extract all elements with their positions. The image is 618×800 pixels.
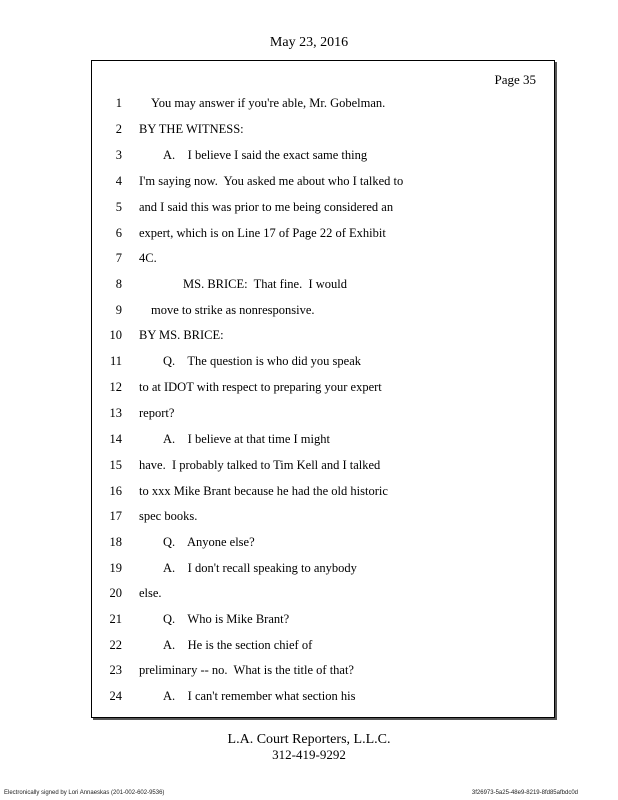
line-number: 17	[109, 509, 122, 523]
transcript-line: and I said this was prior to me being considered an	[139, 200, 394, 214]
transcript-page-box	[91, 60, 555, 718]
line-number: 22	[109, 638, 122, 652]
line-number: 7	[115, 251, 122, 265]
court-reporter-company: L.A. Court Reporters, L.L.C.	[227, 732, 391, 747]
transcript-line: A. I don't recall speaking to anybody	[163, 561, 357, 575]
line-number: 19	[109, 561, 122, 575]
line-number: 10	[109, 328, 122, 342]
transcript-line: A. I believe at that time I might	[163, 432, 330, 446]
line-number: 16	[109, 484, 122, 498]
transcript-line: Q. Who is Mike Brant?	[163, 612, 290, 626]
line-number: 9	[115, 303, 122, 317]
line-number: 14	[109, 432, 122, 446]
transcript-line: report?	[139, 406, 175, 420]
line-number: 23	[109, 663, 122, 677]
transcript-line: You may answer if you're able, Mr. Gobelman.	[151, 96, 386, 110]
transcript-line: spec books.	[139, 509, 198, 523]
transcript-line: expert, which is on Line 17 of Page 22 of Exhibit	[139, 226, 386, 240]
transcript-line: MS. BRICE: That fine. I would	[183, 277, 348, 291]
line-number: 4	[115, 174, 122, 188]
transcript-line: preliminary -- no. What is the title of that?	[139, 663, 354, 677]
line-number: 1	[115, 96, 122, 110]
transcript-line: BY MS. BRICE:	[139, 328, 224, 342]
line-number: 6	[115, 226, 122, 240]
line-number: 3	[115, 148, 122, 162]
transcript-line: 4C.	[139, 251, 157, 265]
transcript-line: have. I probably talked to Tim Kell and I talked	[139, 458, 381, 472]
transcript-line: BY THE WITNESS:	[139, 122, 244, 136]
court-reporter-phone: 312-419-9292	[272, 747, 346, 762]
transcript-line: A. I believe I said the exact same thing	[163, 148, 368, 162]
transcript-line: to at IDOT with respect to preparing your expert	[139, 380, 382, 394]
line-number: 12	[109, 380, 122, 394]
line-number: 8	[115, 277, 122, 291]
page-number-label: Page 35	[494, 72, 536, 87]
line-number: 2	[115, 122, 122, 136]
line-number: 18	[109, 535, 122, 549]
page-date-header: May 23, 2016	[269, 35, 349, 50]
line-number: 21	[109, 612, 122, 626]
line-number: 13	[109, 406, 122, 420]
transcript-line: else.	[139, 586, 162, 600]
transcript-line: Q. Anyone else?	[163, 535, 255, 549]
line-number: 5	[115, 200, 122, 214]
transcript-line: A. I can't remember what section his	[163, 689, 356, 703]
transcript-line: move to strike as nonresponsive.	[151, 303, 315, 317]
document-id: 3f26973-5a25-48e9-8219-8fd85afbdc0d	[471, 790, 578, 796]
transcript-line: A. He is the section chief of	[163, 638, 313, 652]
transcript-line: I'm saying now. You asked me about who I talked to	[139, 174, 404, 188]
line-number: 11	[109, 354, 122, 368]
transcript-line: Q. The question is who did you speak	[163, 354, 362, 368]
transcript-line: to xxx Mike Brant because he had the old historic	[139, 484, 388, 498]
line-number: 24	[109, 689, 122, 703]
electronic-signature-note: Electronically signed by Lori Annaeskas (201-002-602-9536)	[4, 790, 165, 796]
line-number: 15	[109, 458, 122, 472]
line-number: 20	[109, 586, 122, 600]
